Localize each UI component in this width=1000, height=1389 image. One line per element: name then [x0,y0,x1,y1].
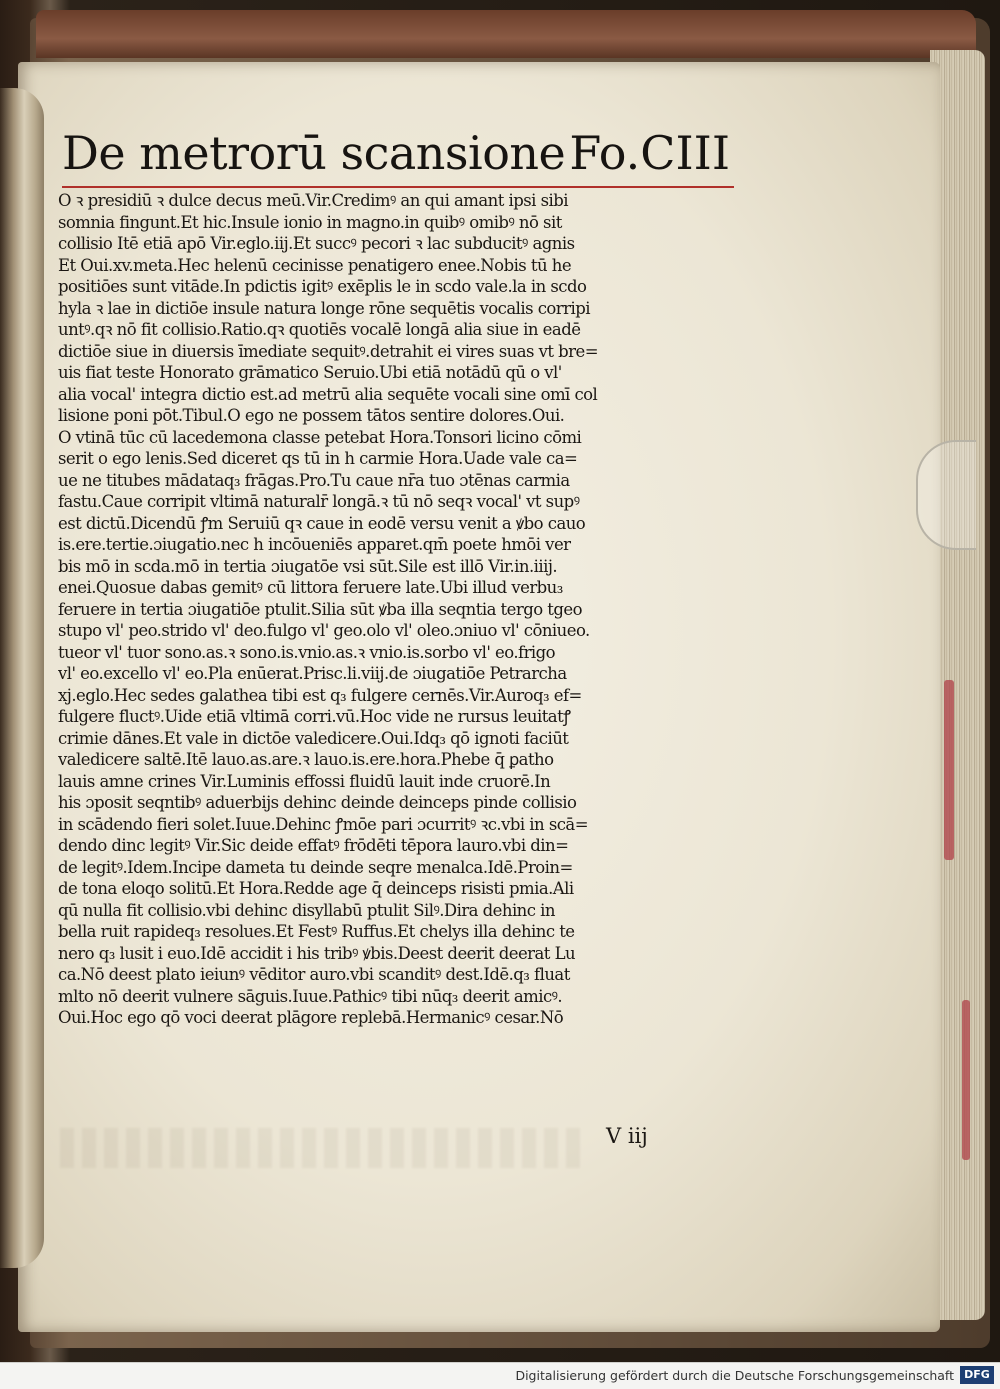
text-line: O vtinā tūc cū lacedemona classe petebat Hora.Tonsori licino cōmi [58,427,582,447]
text-line: uis fiat teste Honorato grāmatico Seruio.Ubi etiā notādū qū o vl' [58,363,562,382]
text-line: is.ere.tertie.ɔiugatio.nec h incōueniēs apparet.qm̄ poete hmōi ver [58,535,571,554]
text-line: qū nulla fit collisio.vbi dehinc disyllabū ptulit Silꝰ.Dira dehinc in [58,900,555,920]
running-title: De metrorū scansione [62,126,566,180]
text-line: valedicere saltē.Itē lauo.as.are.ꝛ lauo.is.ere.hora.Phebe q̄ ꝑatho [58,750,554,769]
text-line: positiōes sunt vitāde.In pdictis igitꝰ exēplis le in scdo vale.la in scdo [58,277,587,296]
text-line: collisio Itē etiā apō Vir.eglo.iij.Et succꝰ pecori ꝛ lac subducitꝰ agnis [58,234,575,253]
text-line: hyla ꝛ lae in dictiōe insule natura longe rōne sequētis vocalis corripi [58,298,590,318]
text-line: ca.Nō deest plato ieiunꝰ vēditor auro.vbi scanditꝰ dest.Idē.q₃ fluat [58,965,570,984]
text-line: alia vocal' integra dictio est.ad metrū alia sequēte vocali sine omī col [58,384,598,404]
show-through-text [60,1128,580,1168]
text-line: vl' eo.excello vl' eo.Pla enūerat.Prisc.li.viij.de ɔiugatiōe Petrarcha [58,664,567,683]
text-line: his ɔposit seqntibꝰ aduerbijs dehinc deinde deinceps pinde collisio [58,793,577,812]
text-line: lisione poni pōt.Tibul.O ego ne possem tātos sentire dolores.Oui. [58,406,565,425]
text-line: somnia fingunt.Et hic.Insule ionio in magno.in quibꝰ omibꝰ nō sit [58,212,562,232]
text-line: untꝰ.qꝛ nō fit collisio.Ratio.qꝛ quotiēs vocalē longā alia siue in eadē [58,320,581,339]
text-line: Oui.Hoc ego qō voci deerat plāgore replebā.Hermanicꝰ cesar.Nō [58,1008,564,1027]
text-line: dictiōe siue in diuersis īmediate sequitꝰ.detrahit ei vires suas vt bre= [58,341,599,361]
text-line: stupo vl' peo.strido vl' deo.fulgo vl' geo.olo vl' oleo.ɔniuo vl' cōniueo. [58,621,590,640]
text-line: est dictū.Dicendū ꝭm Seruiū qꝛ caue in eodē versu venit a ꝟbo cauo [58,513,586,533]
red-edge-mark [962,1000,970,1160]
text-line: de legitꝰ.Idem.Incipe dameta tu deinde seqre menalca.Idē.Proin= [58,857,573,877]
footer-credit: Digitalisierung gefördert durch die Deutsche Forschungsgemeinschaft [515,1368,954,1383]
folio-number: Fo.CIII [569,126,730,180]
text-line: dendo dinc legitꝰ Vir.Sic deide effatꝰ frōdēti tēpora lauro.vbi din= [58,836,569,855]
text-line: ue ne titubes mādataq₃ frāgas.Pro.Tu caue nr̄a tuo ɔtēnas carmia [58,470,570,490]
text-line: enei.Quosue dabas gemitꝰ cū littora feruere late.Ubi illud verbu₃ [58,578,563,597]
body-text [58,190,738,1029]
text-line: mlto nō deerit vulnere sāguis.Iuue.Pathicꝰ tibi nūq₃ deerit amicꝰ. [58,986,563,1006]
text-line: serit o ego lenis.Sed diceret qs tū in h carmie Hora.Uade vale ca= [58,449,578,468]
running-head [62,124,734,188]
text-line: feruere in tertia ɔiugatiōe ptulit.Silia sūt ꝟba illa seqntia tergo tgeo [58,599,582,619]
page-clip [916,440,976,550]
dfg-logo: DFG [960,1366,994,1384]
text-line: lauis amne crines Vir.Luminis effossi fluidū lauit inde cruorē.In [58,771,551,791]
text-line: tueor vl' tuor sono.as.ꝛ sono.is.vnio.as.ꝛ vnio.is.sorbo vl' eo.frigo [58,642,556,662]
text-line: bis mō in scda.mō in tertia ɔiugatōe vsi sūt.Sile est illō Vir.in.iiij. [58,556,558,576]
red-edge-mark [944,680,954,860]
left-page-curl [0,88,44,1268]
text-line: bella ruit rapideq₃ resolues.Et Festꝰ Ruffus.Et chelys illa dehinc te [58,922,575,941]
text-line: xj.eglo.Hec sedes galathea tibi est q₃ fulgere cernēs.Vir.Auroq₃ ef= [58,685,582,705]
signature-mark: V iij [606,1124,648,1148]
text-line: O ꝛ presidiū ꝛ dulce decus meū.Vir.Credimꝰ an qui amant ipsi sibi [58,191,569,210]
text-line: Et Oui.xv.meta.Hec helenū cecinisse penatigero enee.Nobis tū he [58,255,572,275]
text-line: in scādendo fieri solet.Iuue.Dehinc ꝭmōe pari ɔcurritꝰ ꝛc.vbi in scā= [58,814,588,834]
book-cover-top [36,10,976,58]
text-line: nero q₃ lusit i euo.Idē accidit i his tribꝰ ꝟbis.Deest deerit deerat Lu [58,943,576,963]
text-line: de tona eloqo solitū.Et Hora.Redde age q̄ deinceps risisti pmia.Ali [58,879,574,898]
text-line: fulgere fluctꝰ.Uide etiā vltimā corri.vū.Hoc vide ne rursus leuitatꝭ [58,707,571,726]
text-line: crimie dānes.Et vale in dictōe valedicere.Oui.Idq₃ qō ignoti faciūt [58,728,569,748]
text-line: fastu.Caue corripit vltimā naturalr̄ longā.ꝛ tū nō seqꝛ vocal' vt supꝰ [58,492,580,511]
footer-bar [0,1362,1000,1389]
